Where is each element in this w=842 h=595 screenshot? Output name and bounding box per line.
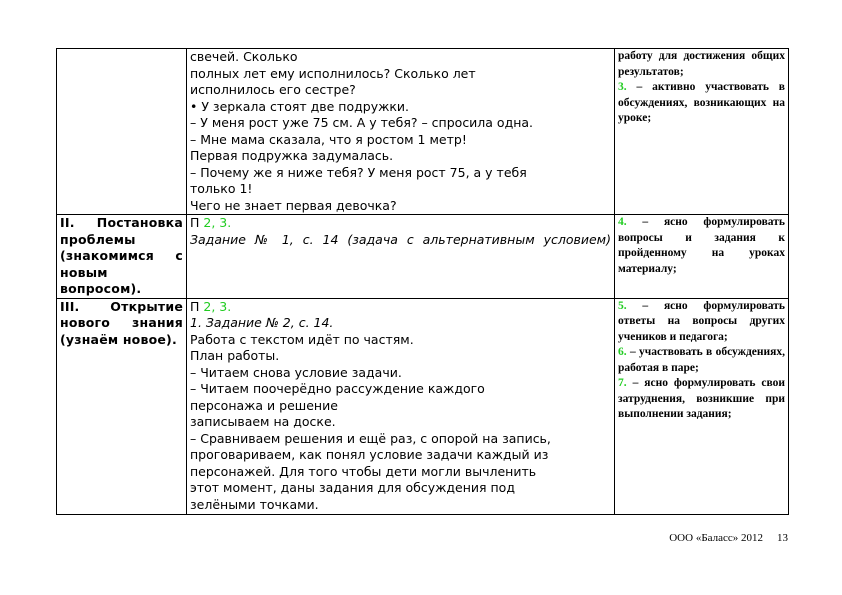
uud-item [618, 299, 785, 346]
text-line: План работы. [190, 348, 280, 363]
uud-number: 6. [618, 346, 627, 358]
uud-item-text: – ясно формулировать ответы на вопросы других учеников и педагога; [618, 299, 785, 343]
text-line: Чего не знает первая девочка? [190, 197, 397, 213]
content-cell [187, 49, 615, 215]
stage-cell: III. Открытие нового знания (узнаём новое). [57, 298, 187, 514]
uud-item [618, 345, 785, 376]
uud-item [618, 80, 785, 127]
content-cell [187, 298, 615, 514]
text-line: записываем на доске. [190, 414, 336, 429]
text-line: Первая подружка задумалась. [190, 148, 394, 163]
text-line: • У зеркала стоят две подружки. [190, 98, 409, 114]
text-line: персонажей. Для того чтобы дети могли вычленить [190, 463, 537, 479]
text-line: этот момент, даны задания для обсуждения под [190, 480, 515, 495]
text-line: – Почему же я ниже тебя? У меня рост 75, а у тебя [190, 164, 527, 180]
uud-item-text: – ясно формулировать вопросы и задания к пройденному на уроках материалу; [618, 216, 785, 275]
table-row [57, 298, 789, 514]
footer-company: ООО «Баласс» 2012 [669, 532, 763, 544]
uud-item-text: – активно участвовать в обсуждениях, возникающих на уроке; [618, 81, 785, 124]
table-row [57, 49, 789, 215]
uud-number: 3. [618, 81, 627, 93]
task-title: Задание № 1, с. 14 (задача с альтернативным условием) [190, 231, 611, 247]
text-line: полных лет ему исполнилось? Сколько лет [190, 65, 476, 81]
uud-cell [615, 298, 789, 514]
stage-cell: II. Постановка проблемы (знакомимся с новым вопросом). [57, 215, 187, 299]
p-reference-numbers: 2, 3. [203, 215, 232, 230]
text-line: свечей. Сколько [190, 49, 298, 64]
p-reference: П 2, 3. [190, 215, 232, 230]
page-number: 13 [777, 532, 788, 544]
text-line: зелёными точками. [190, 496, 319, 512]
text-line: проговариваем, как понял условие задачи каждый из [190, 447, 549, 462]
uud-item [618, 376, 785, 423]
table-row [57, 215, 789, 299]
text-line: – У меня рост уже 75 см. А у тебя? – спросила одна. [190, 115, 534, 130]
task-title: 1. Задание № 2, с. 14. [190, 315, 334, 330]
text-line: исполнилось его сестре? [190, 82, 356, 97]
text-line: – Читаем снова условие задачи. [190, 364, 402, 380]
uud-cell [615, 215, 789, 299]
uud-number: 7. [618, 377, 627, 389]
text-line: – Сравниваем решения и ещё раз, с опорой на запись, [190, 430, 551, 446]
content-cell [187, 215, 615, 299]
text-line: – Мне мама сказала, что я ростом 1 метр! [190, 131, 467, 147]
uud-item [618, 215, 785, 277]
uud-cell [615, 49, 789, 215]
p-reference-numbers: 2, 3. [203, 298, 232, 314]
text-line: персонажа и решение [190, 397, 338, 413]
text-line: Работа с текстом идёт по частям. [190, 331, 414, 347]
uud-item-text: – ясно формулировать свои затруднения, возникшие при выполнении задания; [618, 377, 785, 420]
text-line: – Читаем поочерёдно рассуждение каждого [190, 381, 485, 396]
uud-text: работу для достижения общих результатов; [618, 50, 785, 78]
uud-number: 4. [618, 216, 627, 228]
uud-number: 5. [618, 299, 627, 312]
text-line: только 1! [190, 181, 253, 196]
stage-cell [57, 49, 187, 215]
uud-item-text: – участвовать в обсуждениях, работая в паре; [618, 346, 785, 374]
lesson-table [56, 48, 789, 515]
p-reference: П 2, 3. [190, 298, 232, 314]
page-footer [600, 532, 788, 544]
